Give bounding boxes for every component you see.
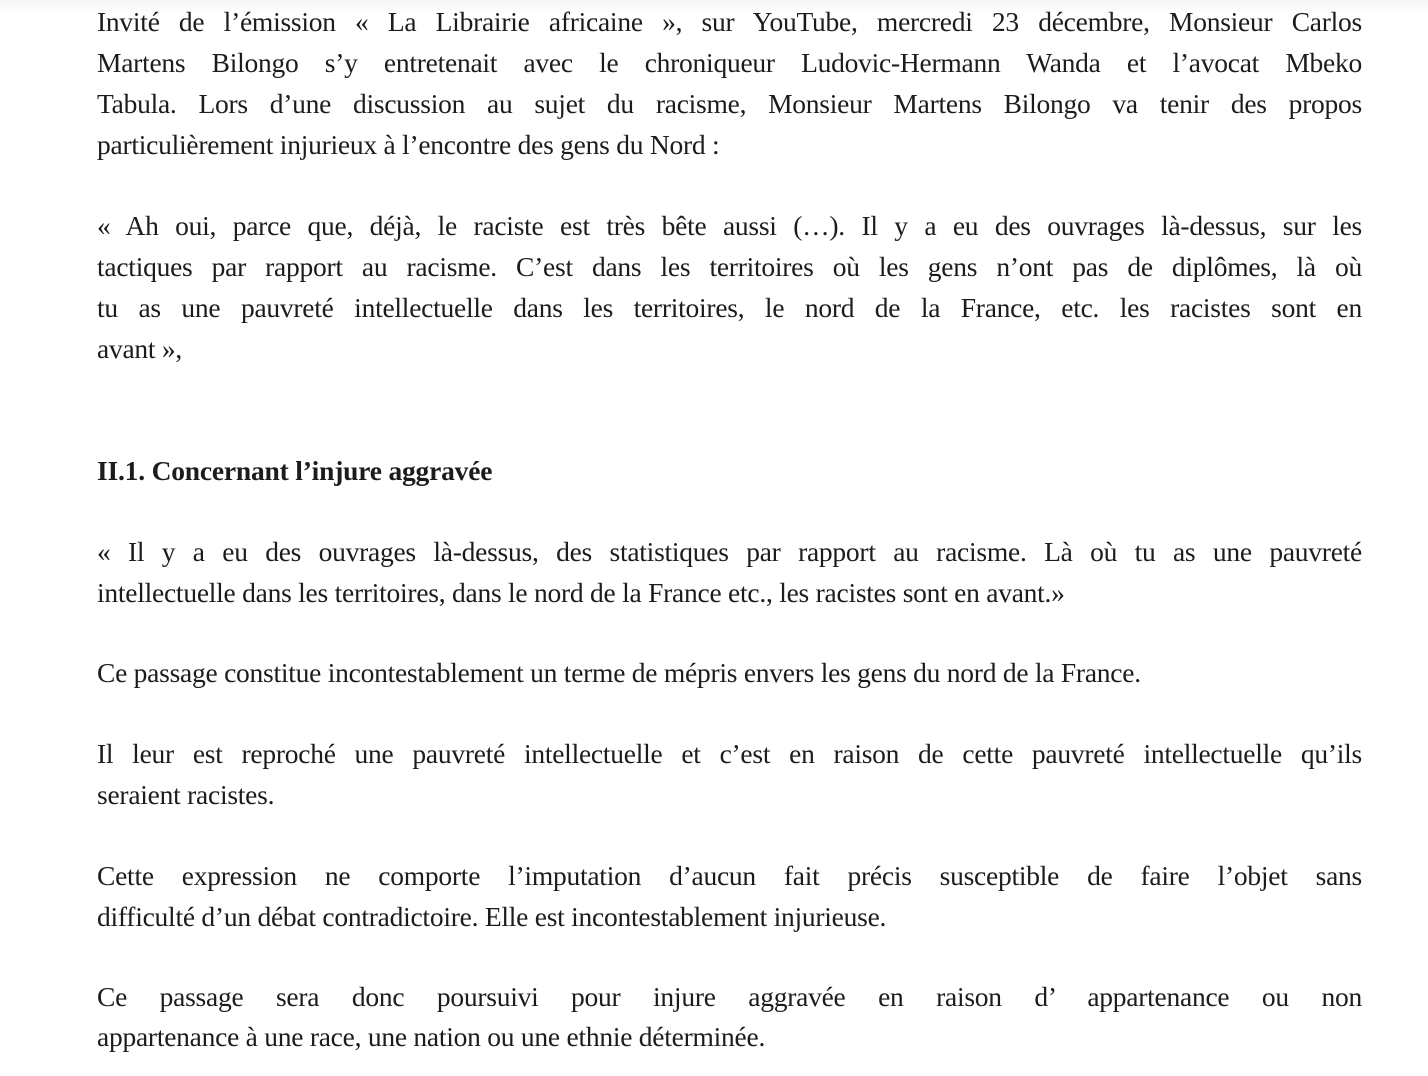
text-line: « Il y a eu des ouvrages là-dessus, des statistiques par rapport au racisme. Là où tu as une pauvreté (97, 536, 1362, 567)
text-line: appartenance à une race, une nation ou une ethnie déterminée. (97, 1021, 766, 1052)
text-line: « Ah oui, parce que, déjà, le raciste est très bête aussi (…). Il y a eu des ouvrages là-dessus, sur les (97, 210, 1362, 241)
text-line: seraient racistes. (97, 779, 275, 810)
text-line: particulièrement injurieux à l’encontre des gens du Nord : (97, 129, 720, 160)
text-line: Invité de l’émission « La Librairie africaine », sur YouTube, mercredi 23 décembre, Monsieur Carlos (97, 6, 1362, 37)
text-line: tu as une pauvreté intellectuelle dans les territoires, le nord de la France, etc. les racistes sont en (97, 292, 1362, 323)
section-heading: II.1. Concernant l’injure aggravée (97, 455, 493, 486)
text-line: Ce passage sera donc poursuivi pour injure aggravée en raison d’ appartenance ou non (97, 981, 1362, 1012)
text-line: Ce passage constitue incontestablement un terme de mépris envers les gens du nord de la France. (97, 657, 1141, 688)
text-line: tactiques par rapport au racisme. C’est dans les territoires où les gens n’ont pas de diplômes, là où (97, 251, 1362, 282)
text-line: difficulté d’un débat contradictoire. Elle est incontestablement injurieuse. (97, 901, 887, 932)
text-line: intellectuelle dans les territoires, dans le nord de la France etc., les racistes sont en avant.» (97, 577, 1065, 608)
text-line: Cette expression ne comporte l’imputation d’aucun fait précis susceptible de faire l’objet sans (97, 860, 1362, 891)
text-line: avant », (97, 333, 183, 364)
text-line: Tabula. Lors d’une discussion au sujet du racisme, Monsieur Martens Bilongo va tenir des propos (97, 88, 1362, 119)
text-line: Il leur est reproché une pauvreté intellectuelle et c’est en raison de cette pauvreté intellectuelle qu’ils (97, 738, 1362, 769)
text-line: Martens Bilongo s’y entretenait avec le chroniqueur Ludovic-Hermann Wanda et l’avocat Mbeko (97, 47, 1362, 78)
